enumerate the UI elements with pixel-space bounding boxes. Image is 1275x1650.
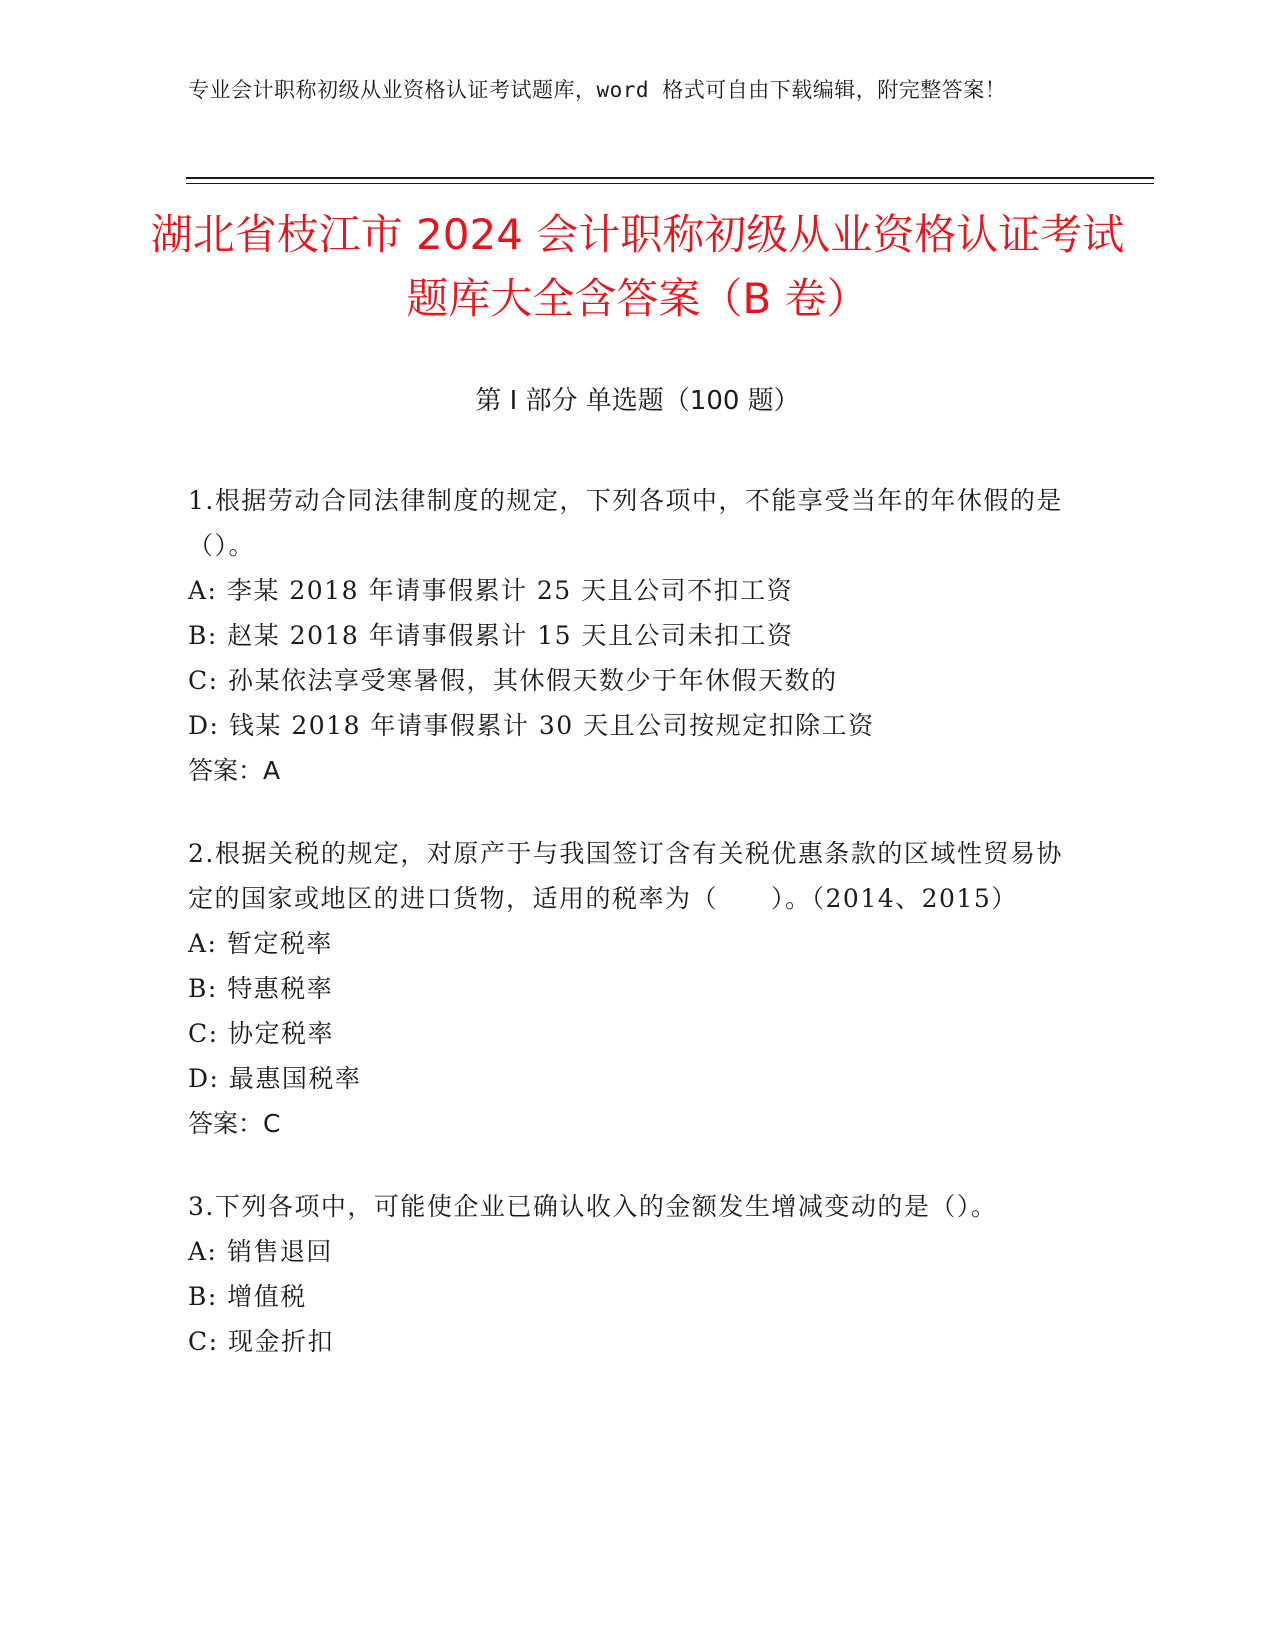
option-c: C: 孙某依法享受寒暑假，其休假天数少于年休假天数的 [188,666,838,695]
question-3 [188,1184,1068,1364]
question-2 [188,831,1068,1146]
header-divider-thin [186,183,1154,184]
answer-label: 答案：C [188,1109,281,1138]
option-b: B: 特惠税率 [188,974,334,1003]
option-b: B: 赵某 2018 年请事假累计 15 天且公司未扣工资 [188,621,794,650]
option-a: A: 销售退回 [188,1237,333,1266]
document-title: 湖北省枝江市 2024 会计职称初级从业资格认证考试题库大全含答案（B 卷） [150,210,1125,323]
question-stem: 3.下列各项中，可能使企业已确认收入的金额发生增减变动的是（）。 [188,1192,998,1221]
option-a: A: 暂定税率 [188,929,333,958]
option-d: D: 钱某 2018 年请事假累计 30 天且公司按规定扣除工资 [188,711,875,740]
option-a: A: 李某 2018 年请事假累计 25 天且公司不扣工资 [188,576,794,605]
header-note: 专业会计职称初级从业资格认证考试题库，word 格式可自由下载编辑，附完整答案！ [188,78,1007,102]
header-divider-thick [186,177,1154,179]
question-stem: 1.根据劳动合同法律制度的规定，下列各项中，不能享受当年的年休假的是（）。 [188,486,1063,560]
question-1 [188,478,1068,793]
option-c: C: 协定税率 [188,1019,334,1048]
option-b: B: 增值税 [188,1282,307,1311]
option-c: C: 现金折扣 [188,1327,334,1356]
option-d: D: 最惠国税率 [188,1064,362,1093]
answer-label: 答案：A [188,756,281,785]
question-stem: 2.根据关税的规定，对原产于与我国签订含有关税优惠条款的区域性贸易协定的国家或地区的进口货物，适用的税率为（ ）。（2014、2015） [188,839,1063,913]
section-title: 第 I 部分 单选题（100 题） [475,386,800,416]
question-list [188,478,1068,1402]
